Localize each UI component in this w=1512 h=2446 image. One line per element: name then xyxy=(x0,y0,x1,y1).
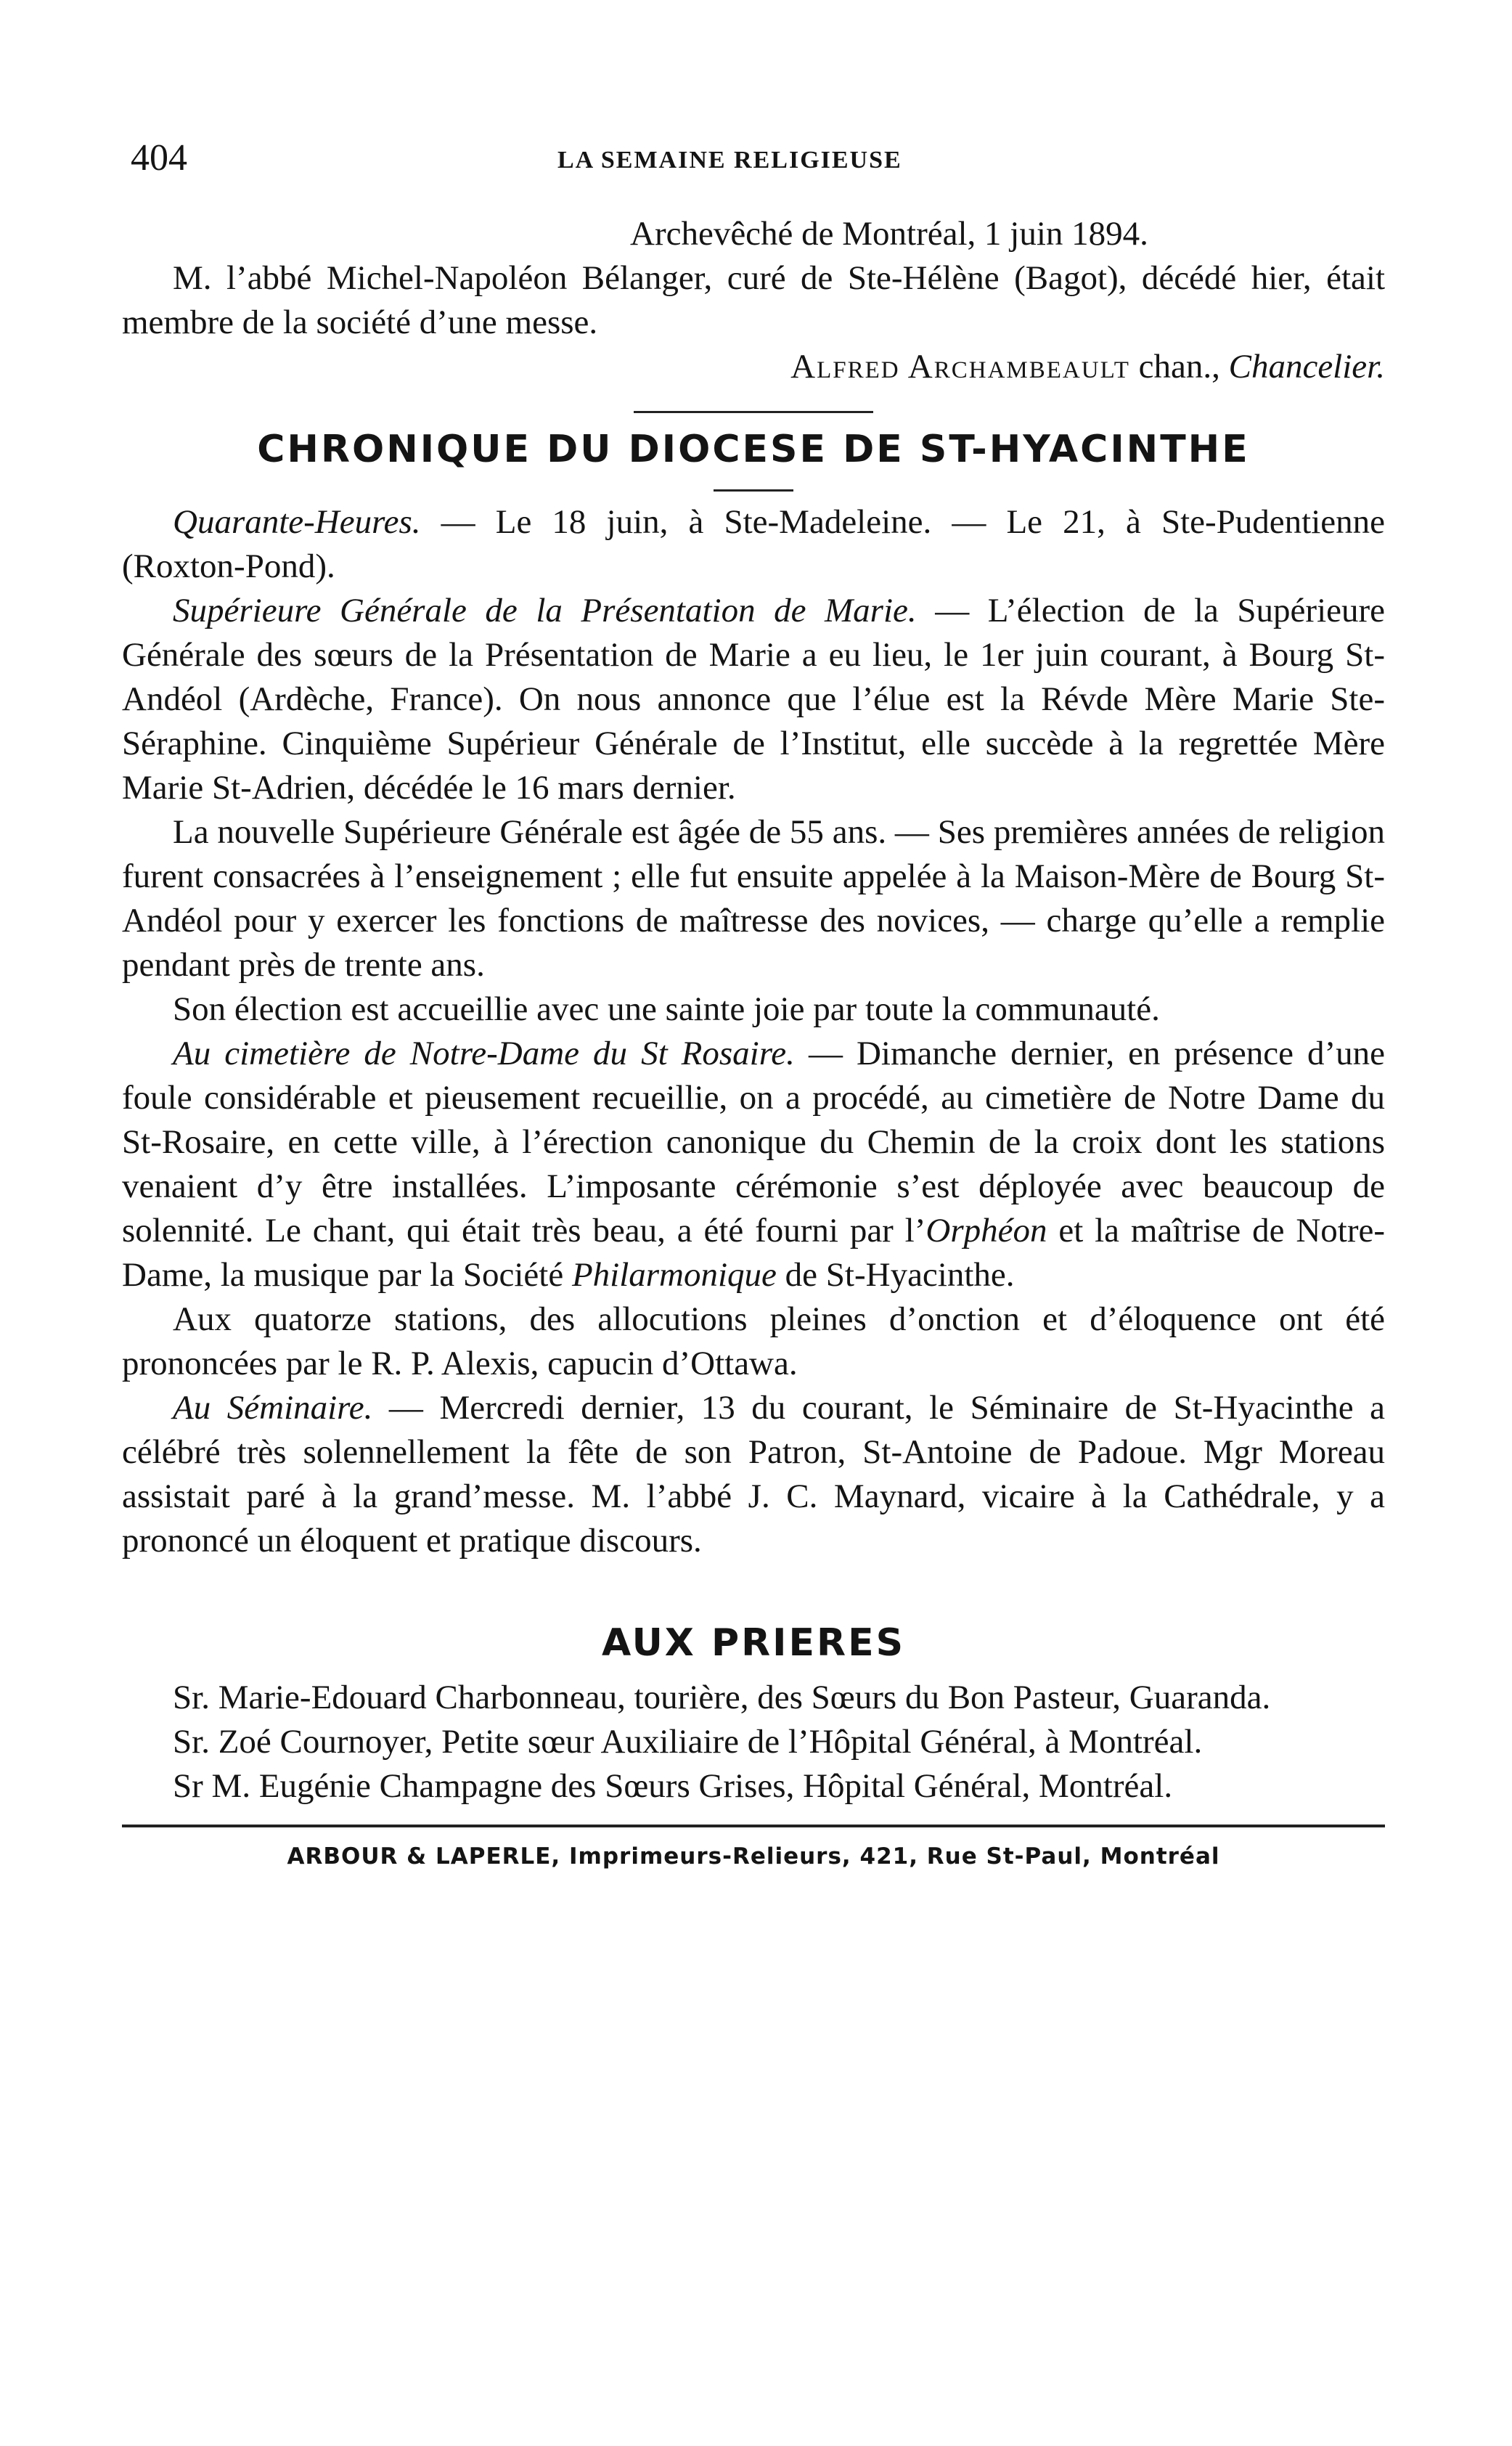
signature-title: Chancelier. xyxy=(1228,348,1385,386)
notice-dateline: Archevêché de Montréal, 1 juin 1894. xyxy=(630,215,1148,253)
document-page xyxy=(122,131,1385,1870)
chronique-paragraph xyxy=(122,1297,1385,1386)
prieres-section xyxy=(122,1676,1385,1809)
paragraph-text: de St-Hyacinthe. xyxy=(776,1256,1015,1294)
paragraph-lead: Au cimetière de Notre-Dame du St Rosaire. xyxy=(173,1035,795,1072)
notice xyxy=(122,212,1385,389)
paragraph-lead: Au Séminaire. xyxy=(173,1389,373,1427)
section-divider xyxy=(634,411,873,413)
signature-name: Alfred Archambeault xyxy=(790,348,1130,386)
prieres-item: Sr. Marie-Edouard Charbonneau, tourière, des Sœurs du Bon Pasteur, Guaranda. xyxy=(173,1679,1271,1716)
chronique-paragraph xyxy=(122,987,1385,1032)
running-head: LA SEMAINE RELIGIEUSE xyxy=(557,147,902,174)
paragraph-text: — L’élection de la Supérieure Générale des sœurs de la Présentation de Marie a eu lieu, le 1er juin courant, à Bourg St-Andéol (Ardèche, France). On nous annonce que l’élue est la Révde Mère Marie Ste-Séraphine. Cinquième Supérieur Générale de l’Institut, elle succède à la regrettée Mère Marie St-Adrien, décédée le 16 mars dernier. xyxy=(122,592,1385,807)
chronique-paragraph xyxy=(122,589,1385,810)
page-header xyxy=(122,131,1385,182)
paragraph-italic: Philarmonique xyxy=(571,1256,777,1294)
prieres-item: Sr M. Eugénie Champagne des Sœurs Grises, Hôpital Général, Montréal. xyxy=(173,1767,1173,1805)
chronique-paragraph xyxy=(122,500,1385,589)
prieres-item: Sr. Zoé Cournoyer, Petite sœur Auxiliaire de l’Hôpital Général, à Montréal. xyxy=(173,1723,1203,1761)
notice-signature xyxy=(122,345,1385,389)
paragraph-lead: Supérieure Générale de la Présentation de Marie. xyxy=(173,592,917,629)
chronique-section xyxy=(122,500,1385,1563)
signature-rest: chan., xyxy=(1129,348,1229,386)
printer-footer: ARBOUR & LAPERLE, Imprimeurs-Relieurs, 421, Rue St-Paul, Montréal xyxy=(287,1843,1220,1870)
paragraph-lead: Quarante-Heures. xyxy=(173,503,421,541)
paragraph-text: La nouvelle Supérieure Générale est âgée de 55 ans. — Ses premières années de religion furent consacrées à l’enseignement ; elle fut ensuite appelée à la Maison-Mère de Bourg St-Andéol pour y exercer les fonctions de maîtresse des novices, — charge qu’elle a remplie pendant près de trente ans. xyxy=(122,813,1385,984)
page-number: 404 xyxy=(131,137,187,179)
notice-text: M. l’abbé Michel-Napoléon Bélanger, curé de Ste-Hélène (Bagot), décédé hier, était membre de la société d’une messe. xyxy=(122,259,1385,341)
chronique-paragraph xyxy=(122,1032,1385,1297)
heading-divider xyxy=(714,489,793,492)
body-text xyxy=(122,212,1385,1827)
paragraph-text: — Dimanche dernier, en présence d’une foule considérable et pieusement recueillie, on a procédé, au cimetière de Notre Dame du St-Rosaire, en cette ville, à l’érection canonique du Chemin de la croix dont les stations venaient d’y être installées. L’imposante cérémonie s’est déployée avec beaucoup de solennité. Le chant, qui était très beau, a été fourni par l’ xyxy=(122,1035,1385,1250)
paragraph-text: et la maîtrise de Notre-Dame, la musique par la Société xyxy=(122,1212,1386,1294)
paragraph-text: Son élection est accueillie avec une sainte joie par toute la communauté. xyxy=(173,990,1160,1028)
footer-rule xyxy=(122,1825,1385,1827)
chronique-paragraph xyxy=(122,810,1385,987)
prieres-heading: AUX PRIERES xyxy=(601,1621,906,1665)
chronique-heading: CHRONIQUE DU DIOCESE DE ST-HYACINTHE xyxy=(257,428,1250,471)
chronique-paragraph xyxy=(122,1386,1385,1563)
paragraph-text: — Mercredi dernier, 13 du courant, le Séminaire de St-Hyacinthe a célébré très solennellement la fête de son Patron, St-Antoine de Padoue. Mgr Moreau assistait paré à la grand’messe. M. l’abbé J. C. Maynard, vicaire à la Cathédrale, y a prononcé un éloquent et pratique discours. xyxy=(122,1389,1385,1560)
paragraph-italic: Orphéon xyxy=(925,1212,1047,1250)
paragraph-text: — Le 18 juin, à Ste-Madeleine. — Le 21, à Ste-Pudentienne (Roxton-Pond). xyxy=(122,503,1385,585)
paragraph-text: Aux quatorze stations, des allocutions pleines d’onction et d’éloquence ont été prononcées par le R. P. Alexis, capucin d’Ottawa. xyxy=(122,1300,1385,1382)
